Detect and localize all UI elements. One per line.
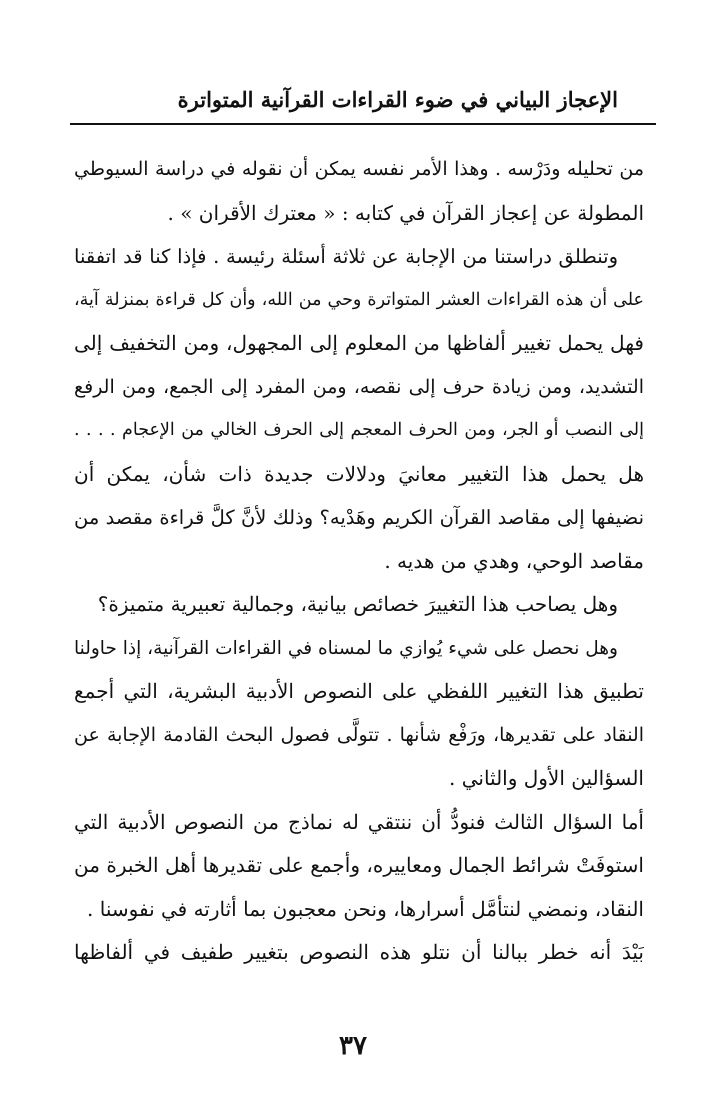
- text-line: تطبيق هذا التغيير اللفظي على النصوص الأدبية البشرية، التي أجمع: [74, 679, 644, 703]
- text-line: بَيْدَ أنه خطر ببالنا أن نتلو هذه النصوص بتغيير طفيف في ألفاظها: [74, 940, 644, 964]
- running-header-title: الإعجاز البياني في ضوء القراءات القرآنية المتواترة: [177, 87, 618, 112]
- text-line: وهل نحصل على شيء يُوازي ما لمسناه في القراءات القرآنية، إذا حاولنا: [74, 637, 618, 659]
- text-line: استوفَتْ شرائط الجمال ومعاييره، وأجمع على تقديرها أهل الخبرة من: [74, 853, 644, 877]
- text-line: مقاصد الوحي، وهدي من هديه .: [384, 548, 644, 573]
- text-line: النقاد على تقديرها، ورَفْع شأنها . تتولَّى فصول البحث القادمة الإجابة عن: [74, 723, 644, 746]
- text-line: السؤالين الأول والثاني .: [449, 766, 644, 790]
- text-line: النقاد، ونمضي لنتأمَّل أسرارها، ونحن معجبون بما أثارته في نفوسنا .: [87, 896, 644, 921]
- text-line: هل يحمل هذا التغيير معانيَ ودلالات جديدة ذات شأن، يمكن أن: [74, 461, 644, 486]
- text-line: على أن هذه القراءات العشر المتواترة وحي من الله، وأن كل قراءة بمنزلة آية،: [74, 289, 644, 310]
- text-line: إلى النصب أو الجر، ومن الحرف المعجم إلى الحرف الخالي من الإعجام . . . .: [74, 420, 644, 440]
- text-line: وتنطلق دراستنا من الإجابة عن ثلاثة أسئلة رئيسة . فإذا كنا قد اتفقنا: [74, 245, 618, 268]
- text-line: المطولة عن إعجاز القرآن في كتابه : « معترك الأقران » .: [167, 200, 644, 225]
- text-line: أما السؤال الثالث فنودُّ أن ننتقي له نماذج من النصوص الأدبية التي: [74, 809, 644, 834]
- header-rule: [70, 123, 656, 125]
- text-line: وهل يصاحب هذا التغييرَ خصائص بيانية، وجمالية تعبيرية متميزة؟: [97, 592, 618, 616]
- text-line: التشديد، ومن زيادة حرف إلى نقصه، ومن المفرد إلى الجمع، ومن الرفع: [74, 375, 644, 398]
- page-number: ٣٧: [339, 1031, 367, 1061]
- text-line: نضيفها إلى مقاصد القرآن الكريم وهَدْيه؟ وذلك لأنَّ كلَّ قراءة مقصد من: [74, 506, 644, 529]
- text-line: فهل يحمل تغيير ألفاظها من المعلوم إلى المجهول، ومن التخفيف إلى: [74, 331, 644, 355]
- text-line: من تحليله ودَرْسه . وهذا الأمر نفسه يمكن أن نقوله في دراسة السيوطي: [74, 158, 644, 180]
- body-text: [74, 148, 644, 975]
